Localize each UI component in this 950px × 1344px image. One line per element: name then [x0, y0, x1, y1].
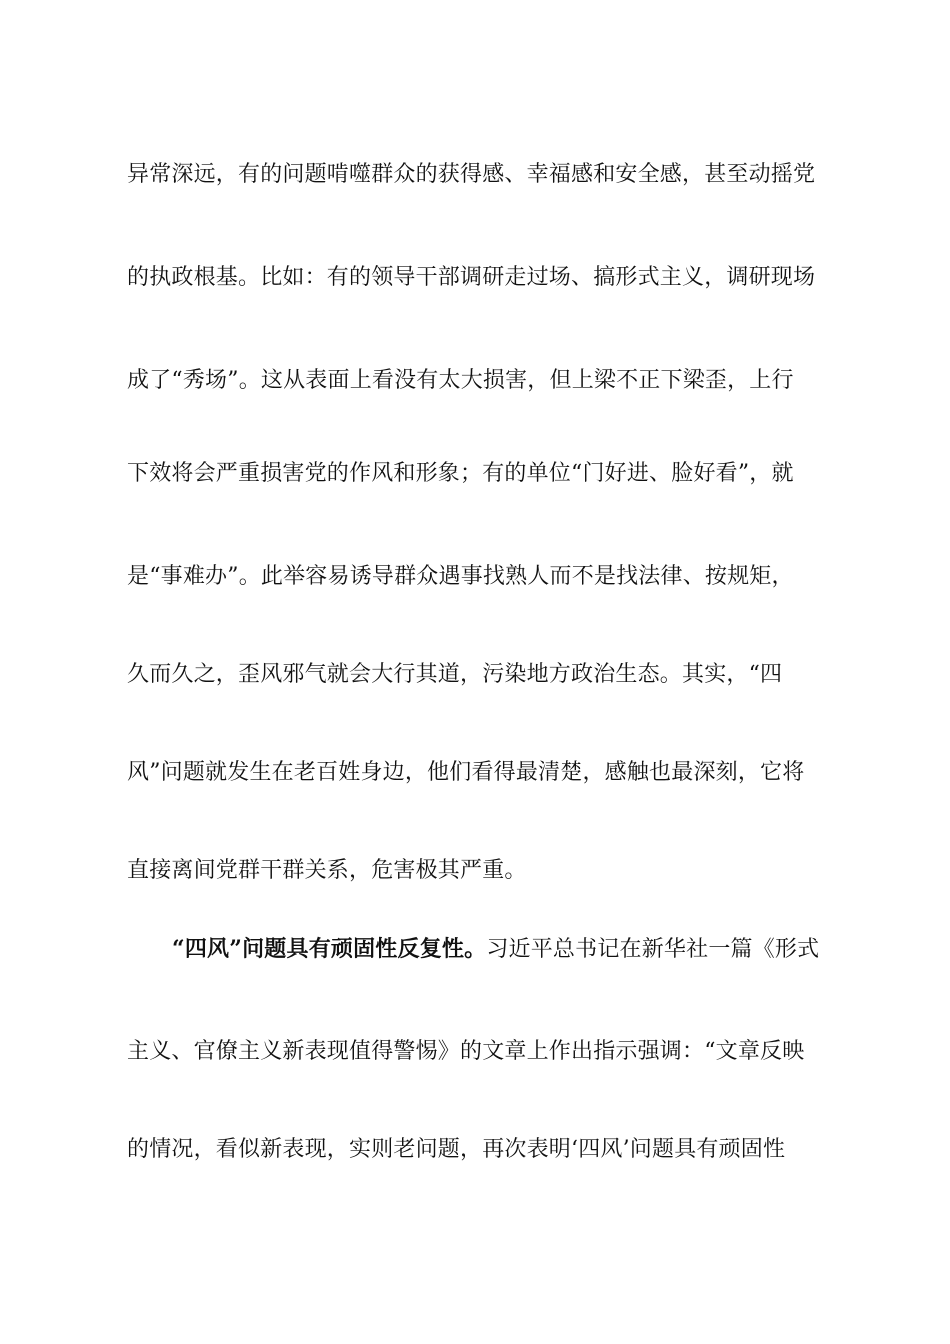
paragraph-line: 下效将会严重损害党的作风和形象；有的单位“门好进、脸好看”，就 — [127, 461, 794, 486]
paragraph-line: 的执政根基。比如：有的领导干部调研走过场、搞形式主义，调研现场 — [127, 265, 816, 290]
paragraph-first-line — [172, 934, 842, 964]
paragraph-line: 异常深远，有的问题啃噬群众的获得感、幸福感和安全感，甚至动摇党 — [127, 162, 816, 187]
paragraph-text: 习近平总书记在新华社一篇《形式 — [486, 937, 820, 962]
paragraph-line: 是“事难办”。此举容易诱导群众遇事找熟人而不是找法律、按规矩， — [127, 564, 794, 589]
paragraph-heading: “四风”问题具有顽固性反复性。 — [172, 936, 487, 962]
paragraph-line: 久而久之，歪风邪气就会大行其道，污染地方政治生态。其实，“四 — [127, 662, 783, 687]
paragraph-line: 风”问题就发生在老百姓身边，他们看得最清楚，感触也最深刻，它将 — [127, 760, 805, 785]
paragraph-line: 主义、官僚主义新表现值得警惕》的文章上作出指示强调：“文章反映 — [127, 1039, 805, 1064]
paragraph-line: 直接离间党群干群关系，危害极其严重。 — [127, 858, 527, 883]
paragraph-line: 成了“秀场”。这从表面上看没有太大损害，但上梁不正下梁歪，上行 — [127, 368, 794, 393]
paragraph-line: 的情况，看似新表现，实则老问题，再次表明‘四风’问题具有顽固性 — [127, 1137, 786, 1162]
